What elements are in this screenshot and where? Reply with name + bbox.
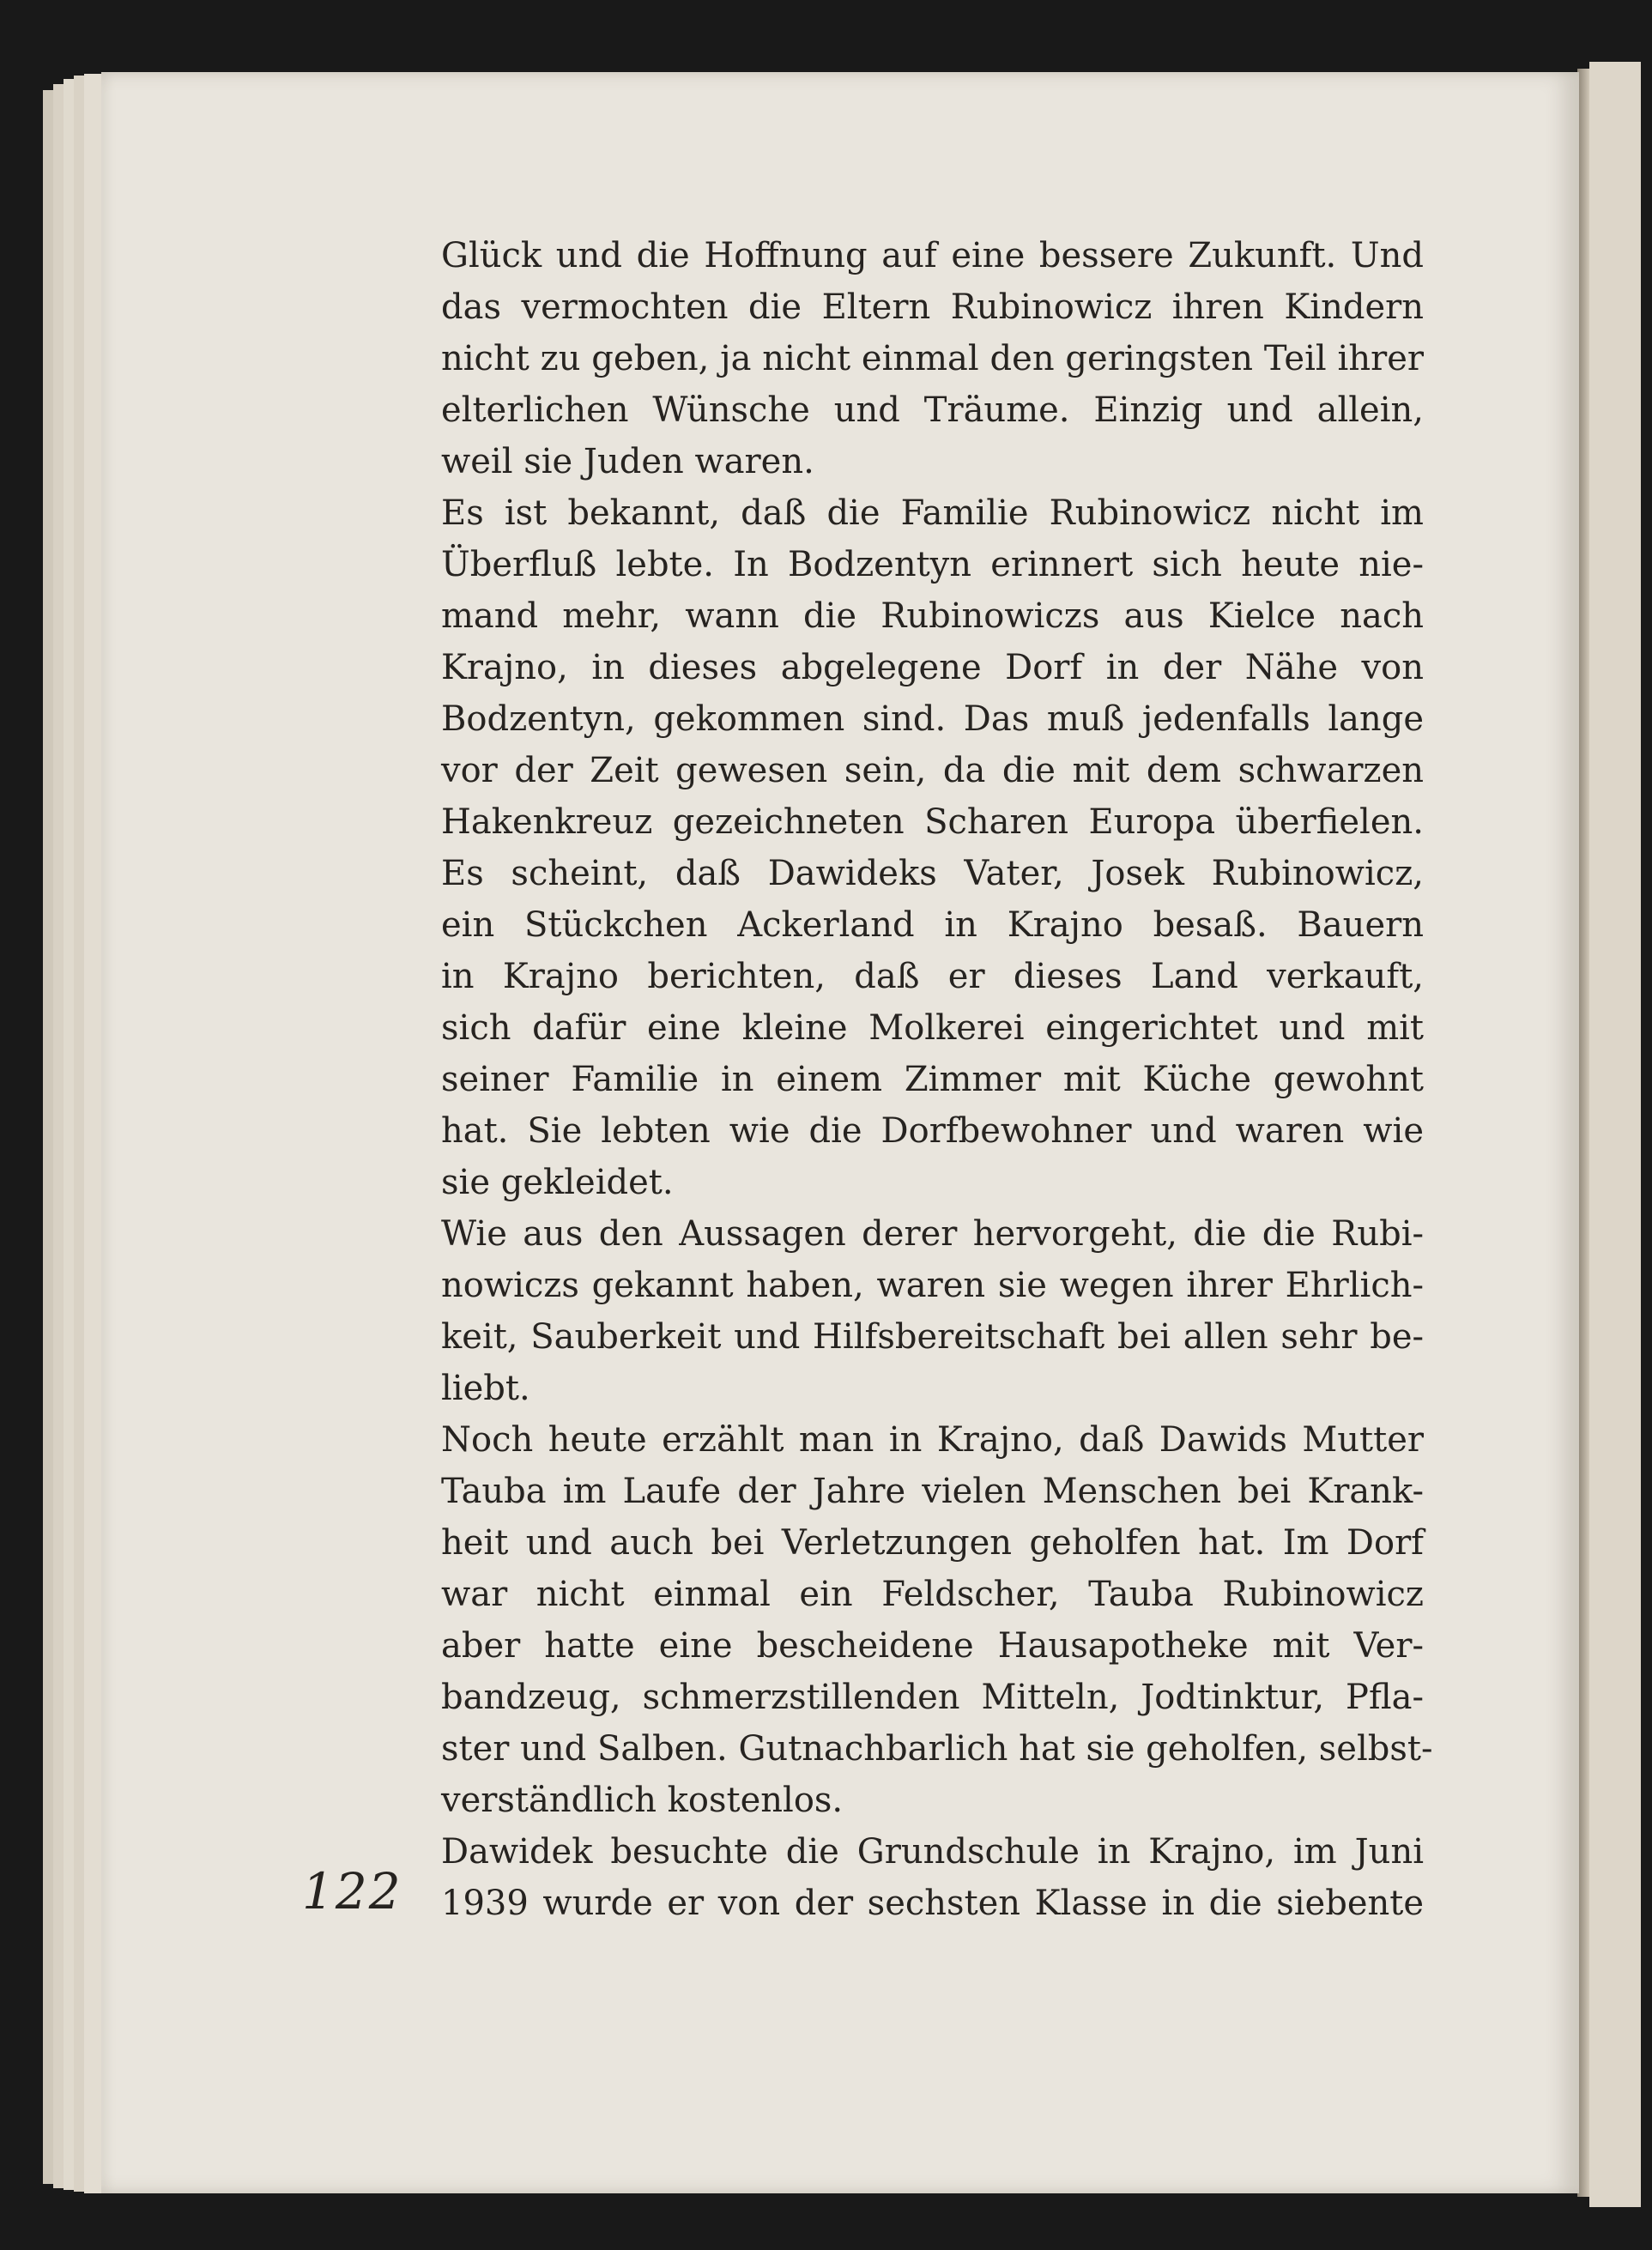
text-line: vor der Zeit gewesen sein, da die mit dem schwarzen bbox=[441, 751, 1424, 790]
text-line: Bodzentyn, gekommen sind. Das muß jedenfalls lange bbox=[441, 699, 1424, 739]
text-line: Wie aus den Aussagen derer hervorgeht, die die Rubi- bbox=[441, 1214, 1424, 1254]
text-line: Noch heute erzählt man in Krajno, daß Dawids Mutter bbox=[441, 1420, 1424, 1460]
text-line: Es ist bekannt, daß die Familie Rubinowicz nicht im bbox=[441, 493, 1424, 533]
text-line: ster und Salben. Gutnachbarlich hat sie geholfen, selbst- bbox=[441, 1729, 1433, 1769]
text-line: Es scheint, daß Dawideks Vater, Josek Rubinowicz, bbox=[441, 854, 1424, 893]
text-line: 1939 wurde er von der sechsten Klasse in die siebente bbox=[441, 1884, 1424, 1923]
text-line: Krajno, in dieses abgelegene Dorf in der Nähe von bbox=[441, 648, 1424, 687]
page-number: 122 bbox=[302, 1862, 402, 1920]
text-line: das vermochten die Eltern Rubinowicz ihren Kindern bbox=[441, 287, 1424, 327]
book-gutter bbox=[1577, 69, 1589, 2197]
text-line: ein Stückchen Ackerland in Krajno besaß. Bauern bbox=[441, 905, 1424, 945]
text-line: Hakenkreuz gezeichneten Scharen Europa überfielen. bbox=[441, 802, 1424, 842]
text-line: in Krajno berichten, daß er dieses Land verkauft, bbox=[441, 957, 1424, 996]
text-line: war nicht einmal ein Feldscher, Tauba Rubinowicz bbox=[441, 1575, 1424, 1614]
text-line: liebt. bbox=[441, 1369, 530, 1408]
body-text bbox=[441, 230, 1433, 1929]
text-line: sie gekleidet. bbox=[441, 1163, 674, 1202]
text-line: Glück und die Hoffnung auf eine bessere Zukunft. Und bbox=[441, 236, 1424, 275]
text-line: Überfluß lebte. In Bodzentyn erinnert sich heute nie- bbox=[441, 545, 1424, 584]
text-line: heit und auch bei Verletzungen geholfen hat. Im Dorf bbox=[441, 1523, 1424, 1563]
text-line: keit, Sauberkeit und Hilfsbereitschaft bei allen sehr be- bbox=[441, 1317, 1424, 1357]
text-line: aber hatte eine bescheidene Hausapotheke mit Ver- bbox=[441, 1626, 1424, 1666]
text-line: weil sie Juden waren. bbox=[441, 442, 814, 481]
text-line: bandzeug, schmerzstillenden Mitteln, Jodtinktur, Pfla- bbox=[441, 1678, 1424, 1717]
text-line: Tauba im Laufe der Jahre vielen Menschen bei Krank- bbox=[441, 1472, 1424, 1511]
text-line: hat. Sie lebten wie die Dorfbewohner und waren wie bbox=[441, 1111, 1424, 1151]
text-line: verständlich kostenlos. bbox=[441, 1781, 844, 1820]
facing-page-edge bbox=[1589, 62, 1641, 2207]
text-line: seiner Familie in einem Zimmer mit Küche gewohnt bbox=[441, 1060, 1424, 1099]
text-line: Dawidek besuchte die Grundschule in Krajno, im Juni bbox=[441, 1832, 1424, 1872]
text-line: sich dafür eine kleine Molkerei eingerichtet und mit bbox=[441, 1008, 1424, 1048]
text-line: elterlichen Wünsche und Träume. Einzig und allein, bbox=[441, 390, 1424, 430]
text-line: nicht zu geben, ja nicht einmal den geringsten Teil ihrer bbox=[441, 339, 1424, 378]
text-line: mand mehr, wann die Rubinowiczs aus Kielce nach bbox=[441, 596, 1424, 636]
text-line: nowiczs gekannt haben, waren sie wegen ihrer Ehrlich- bbox=[441, 1266, 1424, 1305]
